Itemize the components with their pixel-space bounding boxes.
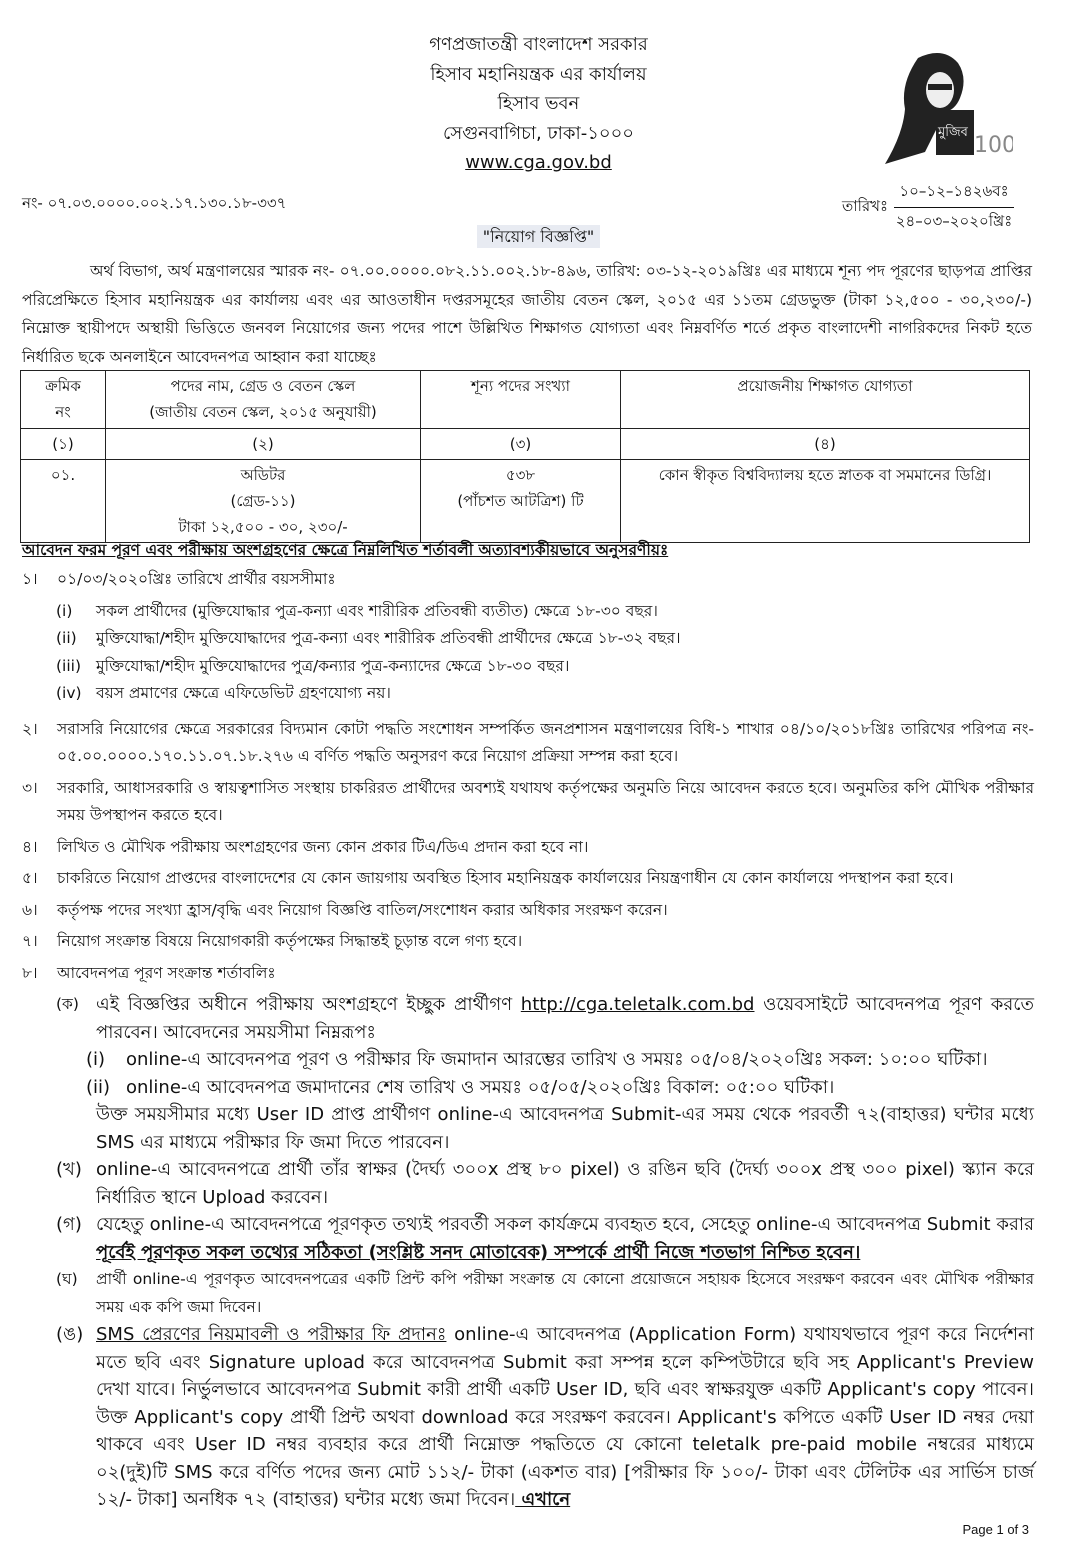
list-item: ৭। নিয়োগ সংক্রান্ত বিষয়ে নিয়োগকারী কর্তৃপক্ষের সিদ্ধান্তই চূড়ান্ত বলে গণ্য হবে। (22, 932, 523, 950)
cell-vacancies: ৫৩৮ (পাঁচশত আটত্রিশ) টি (421, 460, 621, 543)
notice-title-text: "নিয়োগ বিজ্ঞপ্তি" (477, 225, 600, 248)
reference-number: নং- ০৭.০৩.০০০০.০০২.১৭.১৩০.১৮-৩৩৭ (22, 194, 287, 212)
header-qualification: প্রয়োজনীয় শিক্ষাগত যোগ্যতা (621, 371, 1030, 429)
list-subitem: (ii) online-এ আবেদনপত্র জমাদানের শেষ তারিখ ও সময়ঃ ০৫/০৫/২০২০খ্রিঃ বিকাল: ০৫:০০ ঘটিকা। (86, 1076, 835, 1098)
list-item: ২। সরাসরি নিয়োগের ক্ষেত্রে সরকারের বিদ্যমান কোটা পদ্ধতি সংশোধন সম্পর্কিত জনপ্রশাসন মন্ত্রণালয়ের বিধি-১ শাখার ০৪/১০/২০১৮খ্রিঃ তারিখের পরিপত্র নং- ০৫.০০.০০০০.১৭০.১১.০৭.১৮.২৭৬ এ বর্ণিত পদ্ধতি অনুসরণ করে নিয়োগ প্রক্রিয়া সম্পন্ন করা হবে। (22, 719, 1034, 765)
col-number: (১) (21, 429, 106, 460)
header-post: পদের নাম, গ্রেড ও বেতন স্কেল (জাতীয় বেতন স্কেল, ২০১৫ অনুযায়ী) (106, 371, 421, 429)
conditions-heading: আবেদন ফরম পূরণ এবং পরীক্ষায় অংশগ্রহণের ক্ষেত্রে নিম্নলিখিত শর্তাবলী অত্যাবশ্যকীয়ভাবে অনুসরণীয়ঃ (22, 541, 669, 559)
col-number: (৩) (421, 429, 621, 460)
time-limit-note: উক্ত সময়সীমার মধ্যে User ID প্রাপ্ত প্রার্থীগণ online-এ আবেদনপত্র Submit-এর সময় থেকে পরবর্তী ৭২(বাহাত্তর) ঘন্টার মধ্যে SMS এর মাধ্যমে পরীক্ষার ফি জমা দিতে পারবেন। (96, 1104, 1034, 1153)
list-subitem-ka: (ক) এই বিজ্ঞপ্তির অধীনে পরীক্ষায় অংশগ্রহণে ইচ্ছুক প্রার্থীগণ http://cga.teletalk.com.bd ওয়েবসাইটে আবেদনপত্র পূরণ করতে পারবেন। আবেদনের সময়সীমা নিম্নরূপঃ (56, 994, 1034, 1043)
teletalk-link[interactable]: http://cga.teletalk.com.bd (520, 994, 755, 1015)
col-number: (২) (106, 429, 421, 460)
mujib-100-logo (878, 48, 1013, 168)
vacancy-table (20, 370, 1030, 543)
list-subitem-ga: (গ) যেহেতু online-এ আবেদনপত্রে পূরণকৃত তথ্যই পরবর্তী সকল কার্যক্রমে ব্যবহৃত হবে, সেহেতু online-এ আবেদনপত্র Submit করার পূর্বেই পূরণকৃত সকল তথ্যের সঠিকতা (সংশ্লিষ্ট সনদ মোতাবেক) সম্পর্কে প্রার্থী নিজে শতভাগ নিশ্চিত হবেন। (56, 1214, 1034, 1263)
list-item: ৫। চাকরিতে নিয়োগ প্রাপ্তদের বাংলাদেশের যে কোন জায়গায় অবস্থিত হিসাব মহানিয়ন্ত্রক কার্যালয়ের নিয়ন্ত্রণাধীন যে কোন কার্যালয়ে পদস্থাপন করা হবে। (22, 869, 954, 887)
svg-text:মুজিব: মুজিব (938, 125, 968, 140)
table-row (21, 460, 1030, 543)
building-name: হিসাব ভবন (497, 93, 580, 114)
list-item: ৩। সরকারি, আধাসরকারি ও স্বায়ত্বশাসিত সংস্থায় চাকরিরত প্রার্থীদের অবশ্যই যথাযথ কর্তৃপক্ষের অনুমতি নিয়ে আবেদন করতে হবে। অনুমতির কপি মৌখিক পরীক্ষার সময় উপস্থাপন করতে হবে। (22, 778, 1034, 824)
table-header-row (21, 371, 1030, 429)
list-subitem: (iv) বয়স প্রমাণের ক্ষেত্রে এফিডেভিট গ্রহণযোগ্য নয়। (56, 684, 391, 702)
address: সেগুনবাগিচা, ঢাকা-১০০০ (443, 122, 634, 144)
office-name: হিসাব মহানিয়ন্ত্রক এর কার্যালয় (430, 63, 647, 85)
conditions-list (22, 566, 1034, 1514)
cell-post: অডিটর (গ্রেড-১১) টাকা ১২,৫০০ - ৩০, ২৩০/- (106, 460, 421, 543)
col-number: (৪) (621, 429, 1030, 460)
list-subitem: (iii) মুক্তিযোদ্ধা/শহীদ মুক্তিযোদ্ধাদের পুত্র/কন্যার পুত্র-কন্যাদের ক্ষেত্রে ১৮-৩০ বছর। (56, 656, 570, 675)
govt-name: গণপ্রজাতন্ত্রী বাংলাদেশ সরকার (429, 34, 648, 55)
table-number-row (21, 429, 1030, 460)
page-number: Page 1 of 3 (962, 1522, 1029, 1537)
header-vacancies: শূন্য পদের সংখ্যা (421, 371, 621, 429)
notice-title (0, 224, 1077, 251)
cell-qualification: কোন স্বীকৃত বিশ্ববিদ্যালয় হতে স্নাতক বা সমমানের ডিগ্রি। (621, 460, 1030, 543)
list-subitem: (i) সকল প্রার্থীদের (মুক্তিযোদ্ধার পুত্র-কন্যা এবং শারীরিক প্রতিবন্ধী ব্যতীত) ক্ষেত্রে ১৮-৩০ বছর। (56, 601, 658, 620)
list-item: ৮। আবেদনপত্র পূরণ সংক্রান্ত শর্তাবলিঃ (22, 963, 276, 982)
list-subitem: (ii) মুক্তিযোদ্ধা/শহীদ মুক্তিযোদ্ধাদের পুত্র-কন্যা এবং শারীরিক প্রতিবন্ধী প্রার্থীদের ক্ষেত্রে ১৮-৩২ বছর। (56, 629, 681, 647)
list-subitem-kha: (খ) online-এ আবেদনপত্রে প্রার্থী তাঁর স্বাক্ষর (দৈর্ঘ্য ৩০০x প্রস্থ ৮০ pixel) ও রঙিন ছবি (দৈর্ঘ্য ৩০০x প্রস্থ ৩০০ pixel) স্ক্যান করে নির্ধারিত স্থানে Upload করবেন। (56, 1159, 1034, 1208)
svg-text:100: 100 (974, 133, 1013, 158)
list-item: ৪। লিখিত ও মৌখিক পরীক্ষায় অংশগ্রহণের জন্য কোন প্রকার টিএ/ডিএ প্রদান করা হবে না। (22, 837, 589, 856)
header-serial: ক্রমিক নং (21, 371, 106, 429)
website-link[interactable]: www.cga.gov.bd (465, 152, 612, 173)
list-subitem: (i) online-এ আবেদনপত্র পূরণ ও পরীক্ষার ফি জমাদান আরম্ভের তারিখ ও সময়ঃ ০৫/০৪/২০২০খ্রিঃ সকল: ১০:০০ ঘটিকা। (86, 1049, 988, 1070)
list-item: ৬। কর্তৃপক্ষ পদের সংখ্যা হ্রাস/বৃদ্ধি এবং নিয়োগ বিজ্ঞপ্তি বাতিল/সংশোধন করার অধিকার সংরক্ষণ করেন। (22, 900, 668, 919)
cell-serial: ০১. (21, 460, 106, 543)
date-label: তারিখঃ (842, 197, 888, 215)
date-bangla: ১০–১২–১৪২৬বঃ (899, 182, 1009, 200)
list-subitem-gha: (ঘ) প্রার্থী online-এ পূরণকৃত আবেদনপত্রের একটি প্রিন্ট কপি পরীক্ষা সংক্রান্ত যে কোনো প্রয়োজনে সহায়ক হিসেবে সংরক্ষণ করবেন এবং মৌখিক পরীক্ষার সময় এক কপি জমা দিবেন। (56, 1270, 1034, 1316)
list-subitem-uma: (ঙ) SMS প্রেরণের নিয়মাবলী ও পরীক্ষার ফি প্রদানঃ online-এ আবেদনপত্র (Application Form) যথাযথভাবে পূরণ করে নির্দেশনা মতে ছবি এবং Signature upload করে আবেদনপত্র Submit করা সম্পন্ন হলে কম্পিউটারে ছবি সহ Applicant's Preview দেখা যাবে। নির্ভুলভাবে আবেদনপত্র Submit কারী প্রার্থী একটি User ID, ছবি এবং স্বাক্ষরযুক্ত একটি Applicant's copy পাবেন। উক্ত Applicant's copy প্রার্থী প্রিন্ট অথবা download করে সংরক্ষণ করবেন। Applicant's কপিতে একটি User ID নম্বর দেয়া থাকবে এবং User ID নম্বর ব্যবহার করে প্রার্থী নিম্নোক্ত পদ্ধতিতে যে কোনো teletalk pre-paid mobile নম্বরের মাধ্যমে ০২(দুই)টি SMS করে বর্ণিত পদের জন্য মোট ১১২/- টাকা (একশত বার) [পরীক্ষার ফি ১০০/- টাকা এবং টেলিটক এর সার্ভিস চার্জ ১২/- টাকা] অনধিক ৭২ (বাহাত্তর) ঘন্টার মধ্যে জমা দিবেন। এখানে (56, 1324, 1034, 1510)
date-gregorian: ২৪–০৩–২০২০খ্রিঃ (895, 212, 1013, 230)
intro-paragraph: অর্থ বিভাগ, অর্থ মন্ত্রণালয়ের স্মারক নং- ০৭.০০.০০০০.০৮২.১১.০০২.১৮-৪৯৬, তারিখ: ০৩-১২-২০১৯খ্রিঃ এর মাধ্যমে শূন্য পদ পূরণের ছাড়পত্র প্রাপ্তির পরিপ্রেক্ষিতে হিসাব মহানিয়ন্ত্রক এর কার্যালয় এবং এর আওতাধীন দপ্তরসমূহের জাতীয় বেতন স্কেল, ২০১৫ এর ১১তম গ্রেডভুক্ত (টাকা ১২,৫০০ - ৩০,২৩০/-) নিম্নোক্ত স্থায়ীপদে অস্থায়ী ভিত্তিতে জনবল নিয়োগের জন্য পদের পাশে উল্লিখিত শিক্ষাগত যোগ্যতা এবং নিম্নবর্ণিত শর্তে প্রকৃত বাংলাদেশী নাগরিকদের নিকট হতে নির্ধারিত ছকে অনলাইনে আবেদনপত্র আহ্বান করা যাচ্ছেঃ (22, 262, 1032, 366)
list-item: ১। ০১/০৩/২০২০খ্রিঃ তারিখে প্রার্থীর বয়সসীমাঃ (22, 570, 336, 588)
